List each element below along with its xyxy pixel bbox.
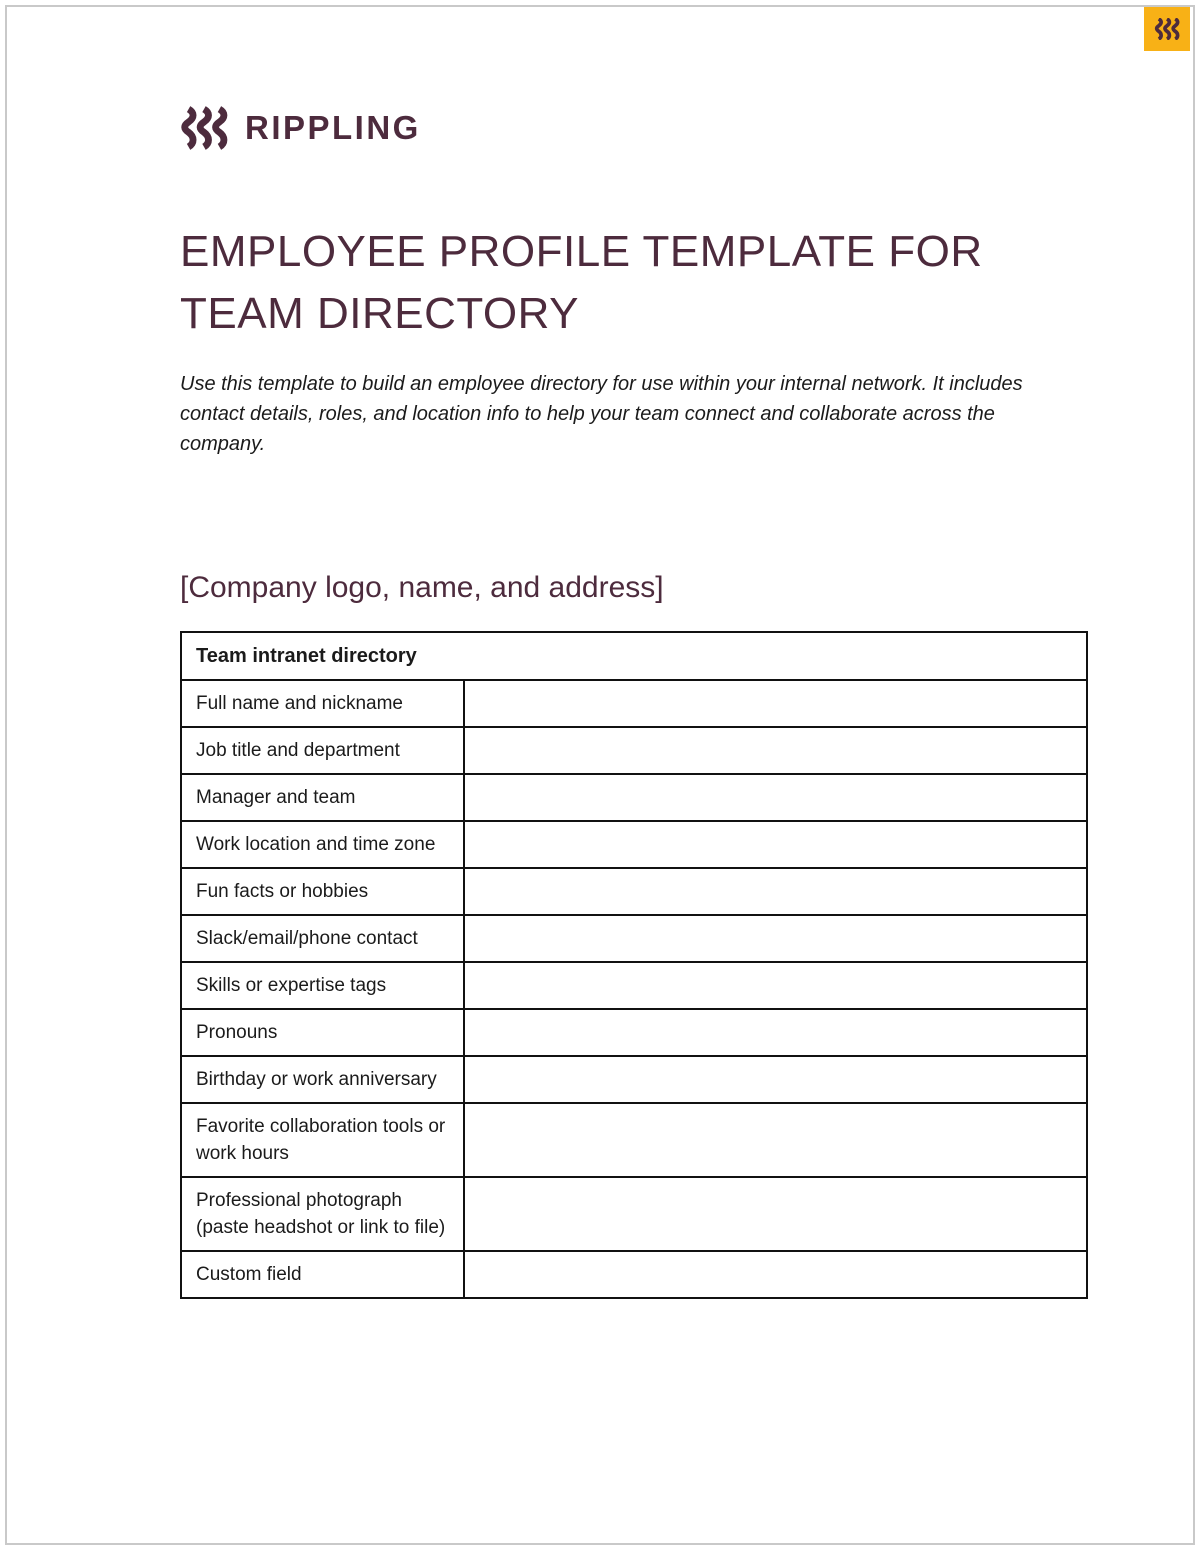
directory-table-body xyxy=(181,680,1087,1298)
table-row-label: Pronouns xyxy=(181,1009,464,1056)
intro-paragraph: Use this template to build an employee directory for use within your internal network. It includes contact details, roles, and location info to help your team connect and collaborate across the company. xyxy=(180,373,1023,455)
table-row-value[interactable] xyxy=(464,868,1087,915)
table-row xyxy=(181,1056,1087,1103)
table-row xyxy=(181,821,1087,868)
table-row-value[interactable] xyxy=(464,1009,1087,1056)
table-row-value[interactable] xyxy=(464,1251,1087,1298)
table-row xyxy=(181,1103,1087,1177)
table-row-value[interactable] xyxy=(464,774,1087,821)
table-row xyxy=(181,1177,1087,1251)
brand-logo xyxy=(180,105,1095,151)
table-row-value[interactable] xyxy=(464,962,1087,1009)
table-row xyxy=(181,1009,1087,1056)
table-row xyxy=(181,915,1087,962)
table-row-label: Birthday or work anniversary xyxy=(181,1056,464,1103)
table-row-label: Job title and department xyxy=(181,727,464,774)
table-row-label: Manager and team xyxy=(181,774,464,821)
table-row-value[interactable] xyxy=(464,915,1087,962)
table-row xyxy=(181,680,1087,727)
table-row-label: Full name and nickname xyxy=(181,680,464,727)
rippling-waves-icon xyxy=(1154,18,1180,40)
table-header-row xyxy=(181,632,1087,680)
table-row-value[interactable] xyxy=(464,1056,1087,1103)
table-row-value[interactable] xyxy=(464,821,1087,868)
document-page xyxy=(5,5,1195,1545)
table-row-value[interactable] xyxy=(464,1177,1087,1251)
section-heading: [Company logo, name, and address] xyxy=(180,571,664,604)
table-row-value[interactable] xyxy=(464,727,1087,774)
table-row-label: Work location and time zone xyxy=(181,821,464,868)
table-row-label: Professional photograph (paste headshot or link to file) xyxy=(181,1177,464,1251)
table-row xyxy=(181,774,1087,821)
page-title: EMPLOYEE PROFILE TEMPLATE FOR TEAM DIRECTORY xyxy=(180,227,983,338)
table-row-value[interactable] xyxy=(464,1103,1087,1177)
table-row-label: Favorite collaboration tools or work hours xyxy=(181,1103,464,1177)
rippling-waves-icon xyxy=(180,105,228,151)
table-row xyxy=(181,962,1087,1009)
directory-table xyxy=(180,631,1088,1299)
table-row xyxy=(181,727,1087,774)
table-header: Team intranet directory xyxy=(181,632,1087,680)
corner-brand-badge xyxy=(1144,7,1190,51)
table-row-label: Skills or expertise tags xyxy=(181,962,464,1009)
brand-wordmark: RIPPLING xyxy=(245,109,421,146)
table-row xyxy=(181,1251,1087,1298)
table-row-label: Custom field xyxy=(181,1251,464,1298)
table-row-label: Fun facts or hobbies xyxy=(181,868,464,915)
table-row-value[interactable] xyxy=(464,680,1087,727)
table-row-label: Slack/email/phone contact xyxy=(181,915,464,962)
table-row xyxy=(181,868,1087,915)
